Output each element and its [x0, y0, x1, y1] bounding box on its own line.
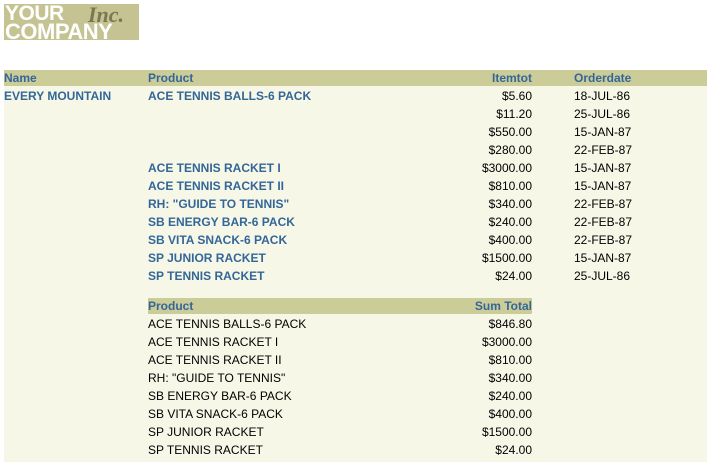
summary-product: ACE TENNIS BALLS-6 PACK [148, 317, 307, 331]
detail-orderdate: 15-JAN-87 [574, 161, 632, 175]
detail-product: SP TENNIS RACKET [148, 269, 265, 283]
detail-itemtot: $1500.00 [481, 251, 532, 265]
summary-total: $3000.00 [481, 335, 532, 349]
summary-product: SP TENNIS RACKET [148, 443, 263, 457]
summary-total: $240.00 [488, 389, 532, 403]
detail-itemtot: $5.60 [501, 89, 532, 103]
detail-orderdate: 22-FEB-87 [574, 143, 633, 157]
summary-product: ACE TENNIS RACKET II [148, 353, 282, 367]
detail-product: SB VITA SNACK-6 PACK [148, 233, 288, 247]
summary-total: $24.00 [495, 443, 532, 457]
detail-orderdate: 15-JAN-87 [574, 251, 632, 265]
summary-header-bar [148, 298, 532, 314]
detail-itemtot: $550.00 [488, 125, 532, 139]
summary-product: SB VITA SNACK-6 PACK [148, 407, 283, 421]
detail-orderdate: 22-FEB-87 [574, 197, 633, 211]
detail-itemtot: $400.00 [488, 233, 532, 247]
summary-total: $810.00 [488, 353, 532, 367]
header-orderdate: Orderdate [574, 71, 632, 85]
report-body [4, 70, 707, 462]
header-name: Name [4, 71, 37, 85]
customer-name: EVERY MOUNTAIN [4, 89, 112, 103]
summary-product: ACE TENNIS RACKET I [148, 335, 279, 349]
summary-header-product: Product [148, 299, 194, 313]
logo-line-your: YOUR [5, 4, 64, 25]
detail-itemtot: $11.20 [496, 107, 532, 121]
detail-product: SP JUNIOR RACKET [148, 251, 266, 265]
detail-product: ACE TENNIS RACKET II [148, 179, 285, 193]
logo-line-company: COMPANY [5, 19, 113, 40]
summary-total: $400.00 [488, 407, 532, 421]
detail-orderdate: 15-JAN-87 [574, 125, 632, 139]
summary-product: SP JUNIOR RACKET [148, 425, 264, 439]
summary-total: $1500.00 [481, 425, 532, 439]
summary-header-sum-total: Sum Total [474, 299, 532, 313]
detail-itemtot: $340.00 [488, 197, 532, 211]
company-logo [4, 4, 139, 40]
detail-orderdate: 18-JUL-86 [574, 89, 631, 103]
detail-itemtot: $24.00 [495, 269, 532, 283]
detail-product: RH: "GUIDE TO TENNIS" [148, 197, 290, 211]
header-itemtot: Itemtot [492, 71, 532, 85]
detail-product: SB ENERGY BAR-6 PACK [148, 215, 295, 229]
header-product: Product [148, 71, 194, 85]
detail-itemtot: $240.00 [488, 215, 532, 229]
detail-product: ACE TENNIS BALLS-6 PACK [148, 89, 312, 103]
summary-total: $846.80 [488, 317, 532, 331]
detail-itemtot: $810.00 [488, 179, 532, 193]
logo-inc: Inc. [88, 4, 125, 27]
detail-orderdate: 25-JUL-86 [574, 269, 631, 283]
detail-itemtot: $280.00 [488, 143, 532, 157]
report-header-bar [4, 70, 707, 86]
detail-itemtot: $3000.00 [481, 161, 532, 175]
summary-product: SB ENERGY BAR-6 PACK [148, 389, 292, 403]
detail-orderdate: 25-JUL-86 [574, 107, 631, 121]
detail-orderdate: 15-JAN-87 [574, 179, 632, 193]
detail-orderdate: 22-FEB-87 [574, 233, 633, 247]
detail-orderdate: 22-FEB-87 [574, 215, 633, 229]
summary-product: RH: "GUIDE TO TENNIS" [148, 371, 286, 385]
detail-product: ACE TENNIS RACKET I [148, 161, 281, 175]
summary-total: $340.00 [488, 371, 532, 385]
